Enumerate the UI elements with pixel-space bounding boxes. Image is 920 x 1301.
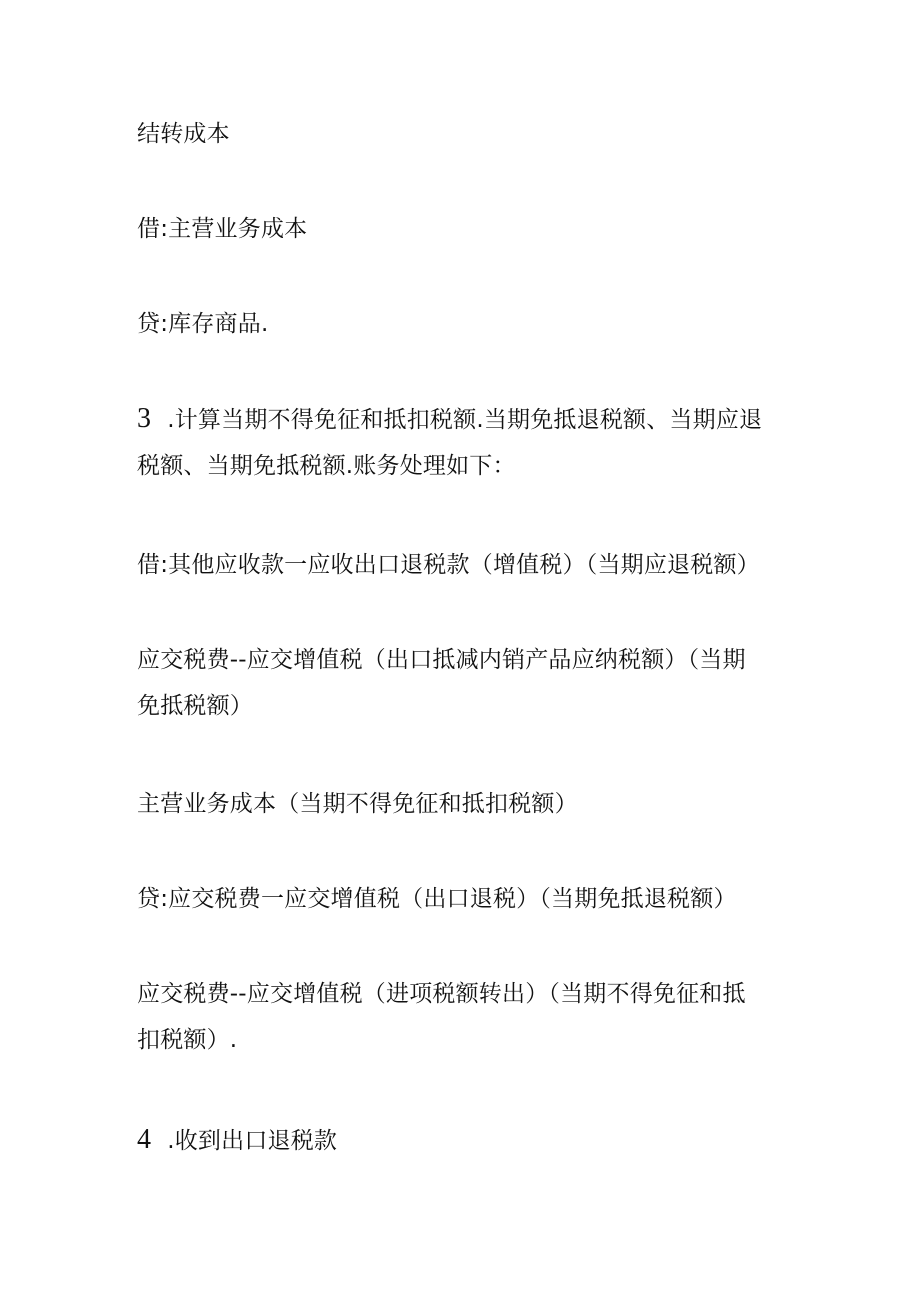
paragraph-vat-export-offset	[137, 637, 777, 729]
paragraph-main-business-cost-nondeductible	[137, 781, 777, 827]
step-number: 4	[137, 1124, 152, 1155]
paragraph-step-4	[137, 1117, 777, 1164]
text-line	[137, 1117, 777, 1164]
text-line: 借:其他应收款一应收出口退税款（增值税）（当期应退税额）	[137, 552, 760, 578]
text-line	[137, 396, 777, 443]
text-line: 应交税费--应交增值税（出口抵减内销产品应纳税额）（当期	[137, 647, 746, 673]
step-text: .收到出口退税款	[167, 1128, 338, 1154]
paragraph-step-3	[137, 396, 777, 489]
text-line: 贷:库存商品.	[137, 311, 269, 337]
paragraph-credit-inventory	[137, 301, 777, 347]
paragraph-debit-other-receivables	[137, 542, 777, 588]
text-line: 贷:应交税费一应交增值税（出口退税）（当期免抵退税额）	[137, 886, 737, 912]
paragraph-transfer-cost	[137, 111, 777, 157]
paragraph-credit-export-refund	[137, 876, 777, 922]
text-line: 扣税额）.	[137, 1027, 238, 1053]
text-line: 结转成本	[137, 121, 230, 147]
paragraph-input-tax-transfer-out	[137, 971, 777, 1063]
step-number: 3	[137, 403, 152, 434]
text-line: 税额、当期免抵税额.账务处理如下：	[137, 453, 516, 479]
text-line: 免抵税额）	[137, 693, 253, 719]
text-line: 借:主营业务成本	[137, 216, 308, 242]
paragraph-debit-main-business-cost	[137, 206, 777, 252]
step-text: .计算当期不得免征和抵扣税额.当期免抵退税额、当期应退	[167, 407, 763, 433]
text-line: 应交税费--应交增值税（进项税额转出）（当期不得免征和抵	[137, 981, 746, 1007]
text-line: 主营业务成本（当期不得免征和抵扣税额）	[137, 791, 578, 817]
